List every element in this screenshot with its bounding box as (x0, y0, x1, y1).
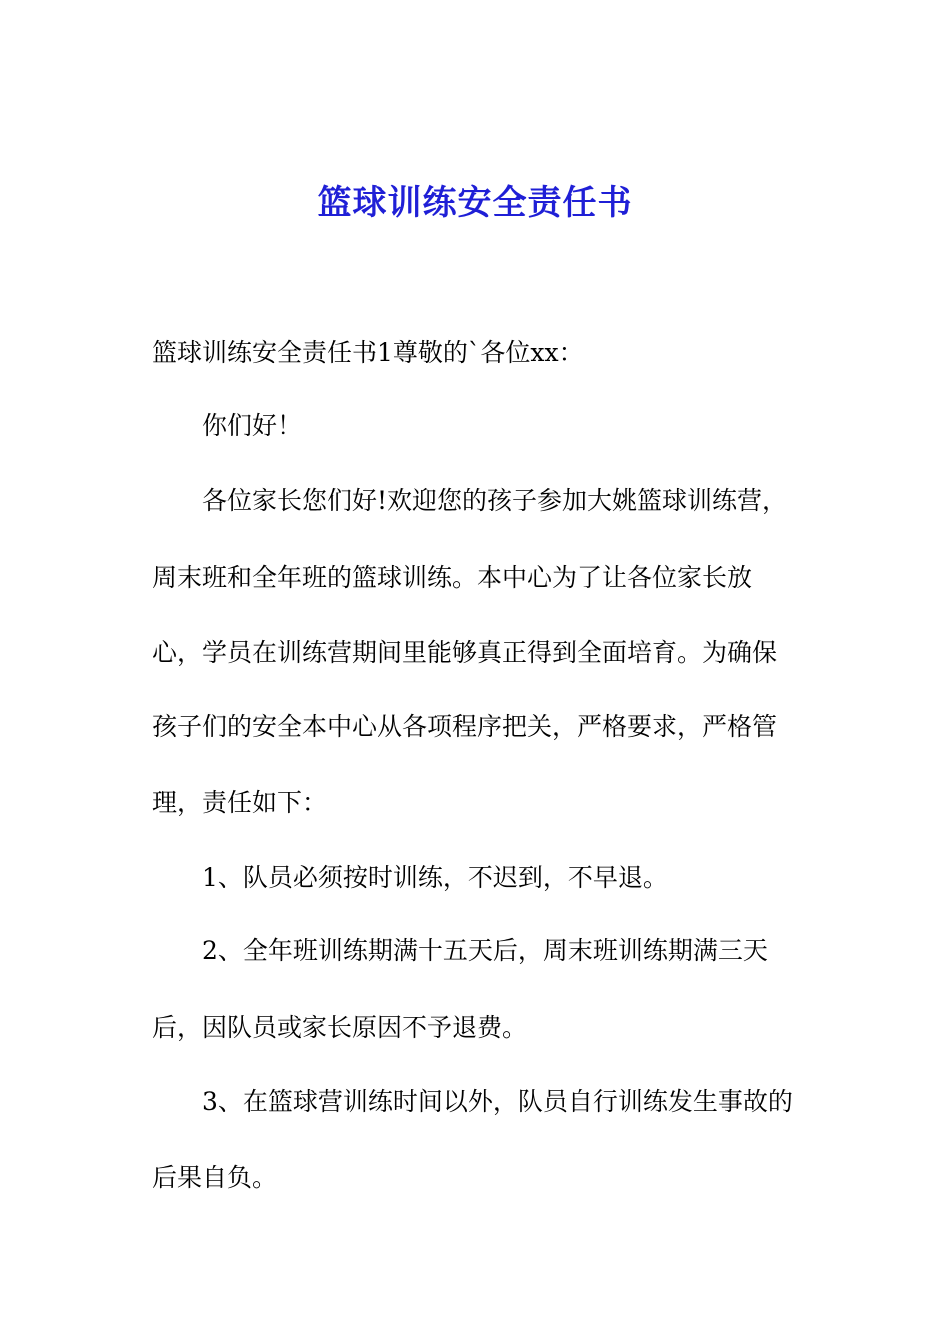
paragraph-line: 后，因队员或家长原因不予退费。 (152, 1013, 528, 1042)
paragraph-line: 1、队员必须按时训练，不迟到，不早退。 (202, 863, 668, 892)
paragraph-line: 周末班和全年班的篮球训练。本中心为了让各位家长放 (152, 563, 753, 592)
paragraph-line: 3、在篮球营训练时间以外，队员自行训练发生事故的 (202, 1087, 793, 1116)
document-title: 篮球训练安全责任书 (317, 183, 633, 223)
paragraph-line: 理，责任如下： (152, 788, 328, 817)
paragraph-line: 后果自负。 (152, 1163, 278, 1192)
paragraph-line: 2、全年班训练期满十五天后，周末班训练期满三天 (202, 936, 768, 965)
paragraph-line: 心，学员在训练营期间里能够真正得到全面培育。为确保 (152, 638, 778, 667)
paragraph-line: 孩子们的安全本中心从各项程序把关，严格要求，严格管 (152, 712, 778, 741)
paragraph-line: 各位家长您们好!欢迎您的孩子参加大姚篮球训练营， (202, 486, 788, 515)
paragraph-line: 你们好！ (202, 411, 303, 440)
paragraph-line: 篮球训练安全责任书1尊敬的`各位xx： (152, 338, 584, 367)
